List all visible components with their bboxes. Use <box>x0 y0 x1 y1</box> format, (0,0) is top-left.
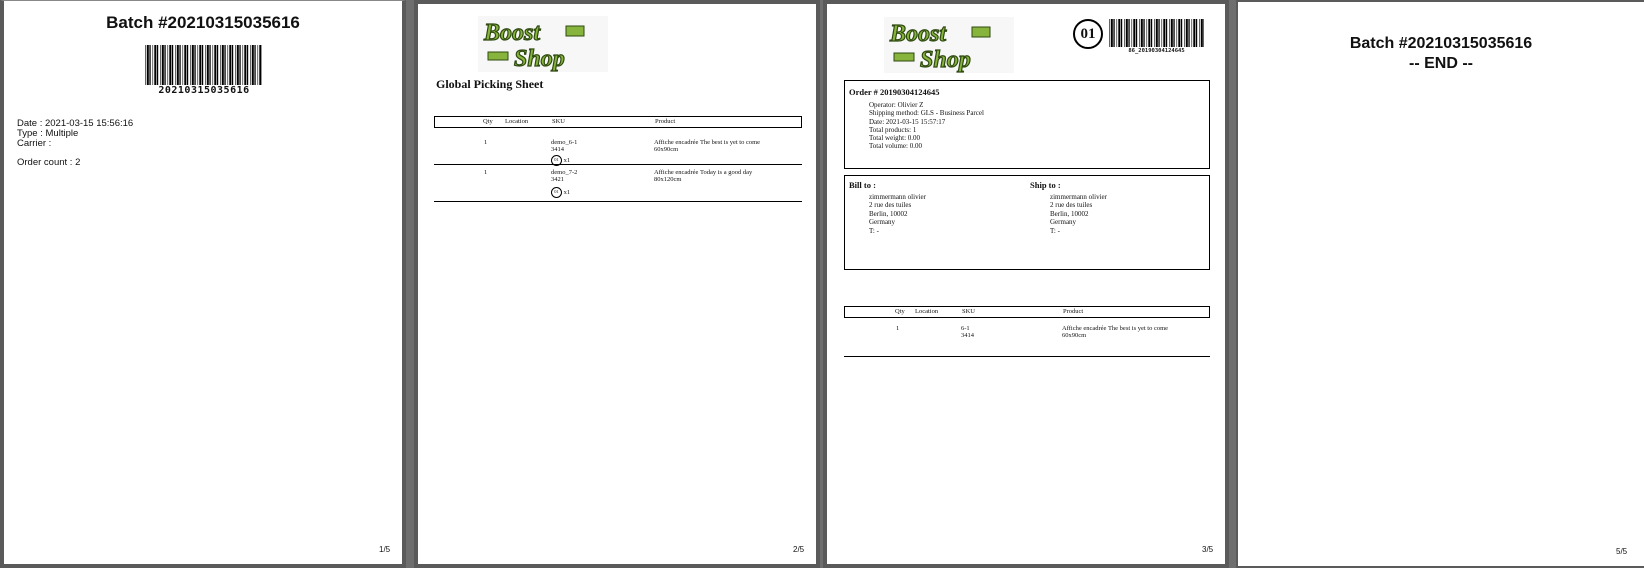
ship-to-address <box>1050 193 1107 235</box>
col-location: Location <box>915 308 939 315</box>
row-qty: 1 <box>484 169 488 176</box>
row-order-tag <box>551 187 570 198</box>
page-number: 2/5 <box>793 545 805 554</box>
order-total-weight: Total weight: 0.00 <box>869 134 921 143</box>
logo-text-shop: Shop <box>920 47 971 73</box>
table-row <box>434 128 802 165</box>
boostshop-logo <box>478 16 608 72</box>
row-sku: demo_6-1 <box>551 139 578 146</box>
table-row <box>434 165 802 202</box>
order-table-header <box>844 306 1210 318</box>
ship-to-city: Berlin, 10002 <box>1050 209 1089 218</box>
row-qty: 1 <box>484 139 488 146</box>
row-count: x1 <box>563 188 571 196</box>
order-info-box <box>844 80 1210 169</box>
page-number: 3/5 <box>1202 545 1214 554</box>
table-row <box>844 318 1210 348</box>
picking-table <box>434 116 802 202</box>
col-qty: Qty <box>895 308 905 315</box>
batch-type: Type : Multiple <box>17 128 79 139</box>
ship-to-phone: T: - <box>1050 226 1060 235</box>
page-number: 5/5 <box>1616 547 1628 556</box>
row-product-size: 80x120cm <box>654 176 682 183</box>
ship-to-street: 2 rue des tuiles <box>1050 201 1093 210</box>
row-product: Affiche encadrée The best is yet to come <box>1062 325 1169 332</box>
order-circle-icon: 01 <box>551 155 562 166</box>
row-product: Affiche encadrée The best is yet to come <box>654 139 761 146</box>
bill-to-street: 2 rue des tuiles <box>869 201 912 210</box>
page-global-picking-sheet <box>414 0 820 568</box>
page-batch-end <box>1236 0 1644 568</box>
batch-carrier: Carrier : <box>17 138 52 149</box>
batch-end-marker: -- END -- <box>1409 55 1473 72</box>
ship-to-name: zimmermann olivier <box>1050 193 1107 201</box>
bill-to-label: Bill to : <box>849 180 876 190</box>
logo-text-boost: Boost <box>890 21 947 47</box>
order-circle-icon: 01 <box>551 187 562 198</box>
order-total-products: Total products: 1 <box>869 125 917 134</box>
row-sku-code: 3421 <box>551 176 564 183</box>
row-product: Affiche encadrée Today is a good day <box>654 169 753 176</box>
order-shipping-method: Shipping method: GLS - Business Parcel <box>869 109 984 118</box>
row-product-size: 60x90cm <box>654 146 679 153</box>
row-product-size: 60x90cm <box>1062 332 1087 339</box>
batch-order-count: Order count : 2 <box>17 157 81 168</box>
row-sku: demo_7-2 <box>551 169 578 176</box>
col-sku: SKU <box>552 118 566 125</box>
ship-to-label: Ship to : <box>1030 180 1061 190</box>
order-operator: Operator: Olivier Z <box>869 101 924 109</box>
bill-to-name: zimmermann olivier <box>869 193 926 201</box>
row-count: x1 <box>563 156 571 164</box>
order-products-table <box>844 306 1210 348</box>
batch-title: Batch #20210315035616 <box>106 13 300 32</box>
page-order-sheet <box>823 0 1229 568</box>
ship-to-country: Germany <box>1050 218 1077 227</box>
bill-to-country: Germany <box>869 218 896 227</box>
picking-sheet-title: Global Picking Sheet <box>436 77 544 91</box>
col-qty: Qty <box>483 118 493 125</box>
batch-barcode <box>145 45 262 85</box>
row-qty: 1 <box>896 325 900 332</box>
order-title: Order # 20190304124645 <box>849 87 940 97</box>
row-sku-code: 3414 <box>551 146 564 153</box>
address-box <box>844 175 1210 270</box>
row-sku: 6-1 <box>961 325 970 332</box>
logo-text-boost: Boost <box>484 20 541 46</box>
order-barcode <box>1109 19 1204 47</box>
logo-text-shop: Shop <box>514 46 565 72</box>
col-product: Product <box>655 118 676 125</box>
page-batch-cover <box>0 0 406 568</box>
order-date: Date: 2021-03-15 15:57:17 <box>869 117 946 126</box>
order-barcode-text: 86_20190304124645 <box>1128 48 1185 54</box>
order-total-volume: Total volume: 0.00 <box>869 142 922 151</box>
batch-info <box>17 119 133 168</box>
bill-to-city: Berlin, 10002 <box>869 209 908 218</box>
page-number: 1/5 <box>379 545 391 554</box>
col-product: Product <box>1063 308 1084 315</box>
picking-table-header <box>434 116 802 128</box>
order-details <box>869 101 984 151</box>
row-sku-code: 3414 <box>961 332 974 339</box>
batch-end-heading <box>1238 34 1644 74</box>
batch-barcode-text: 20210315035616 <box>158 85 250 96</box>
boostshop-logo <box>884 17 1014 73</box>
bill-to-address <box>869 193 926 235</box>
batch-end-title: Batch #20210315035616 <box>1349 35 1533 52</box>
col-location: Location <box>505 118 529 125</box>
col-sku: SKU <box>962 308 976 315</box>
order-number-badge: 01 <box>1073 19 1103 49</box>
bill-to-phone: T: - <box>869 226 879 235</box>
table-end-divider <box>844 356 1210 357</box>
batch-date: Date : 2021-03-15 15:56:16 <box>17 118 134 129</box>
